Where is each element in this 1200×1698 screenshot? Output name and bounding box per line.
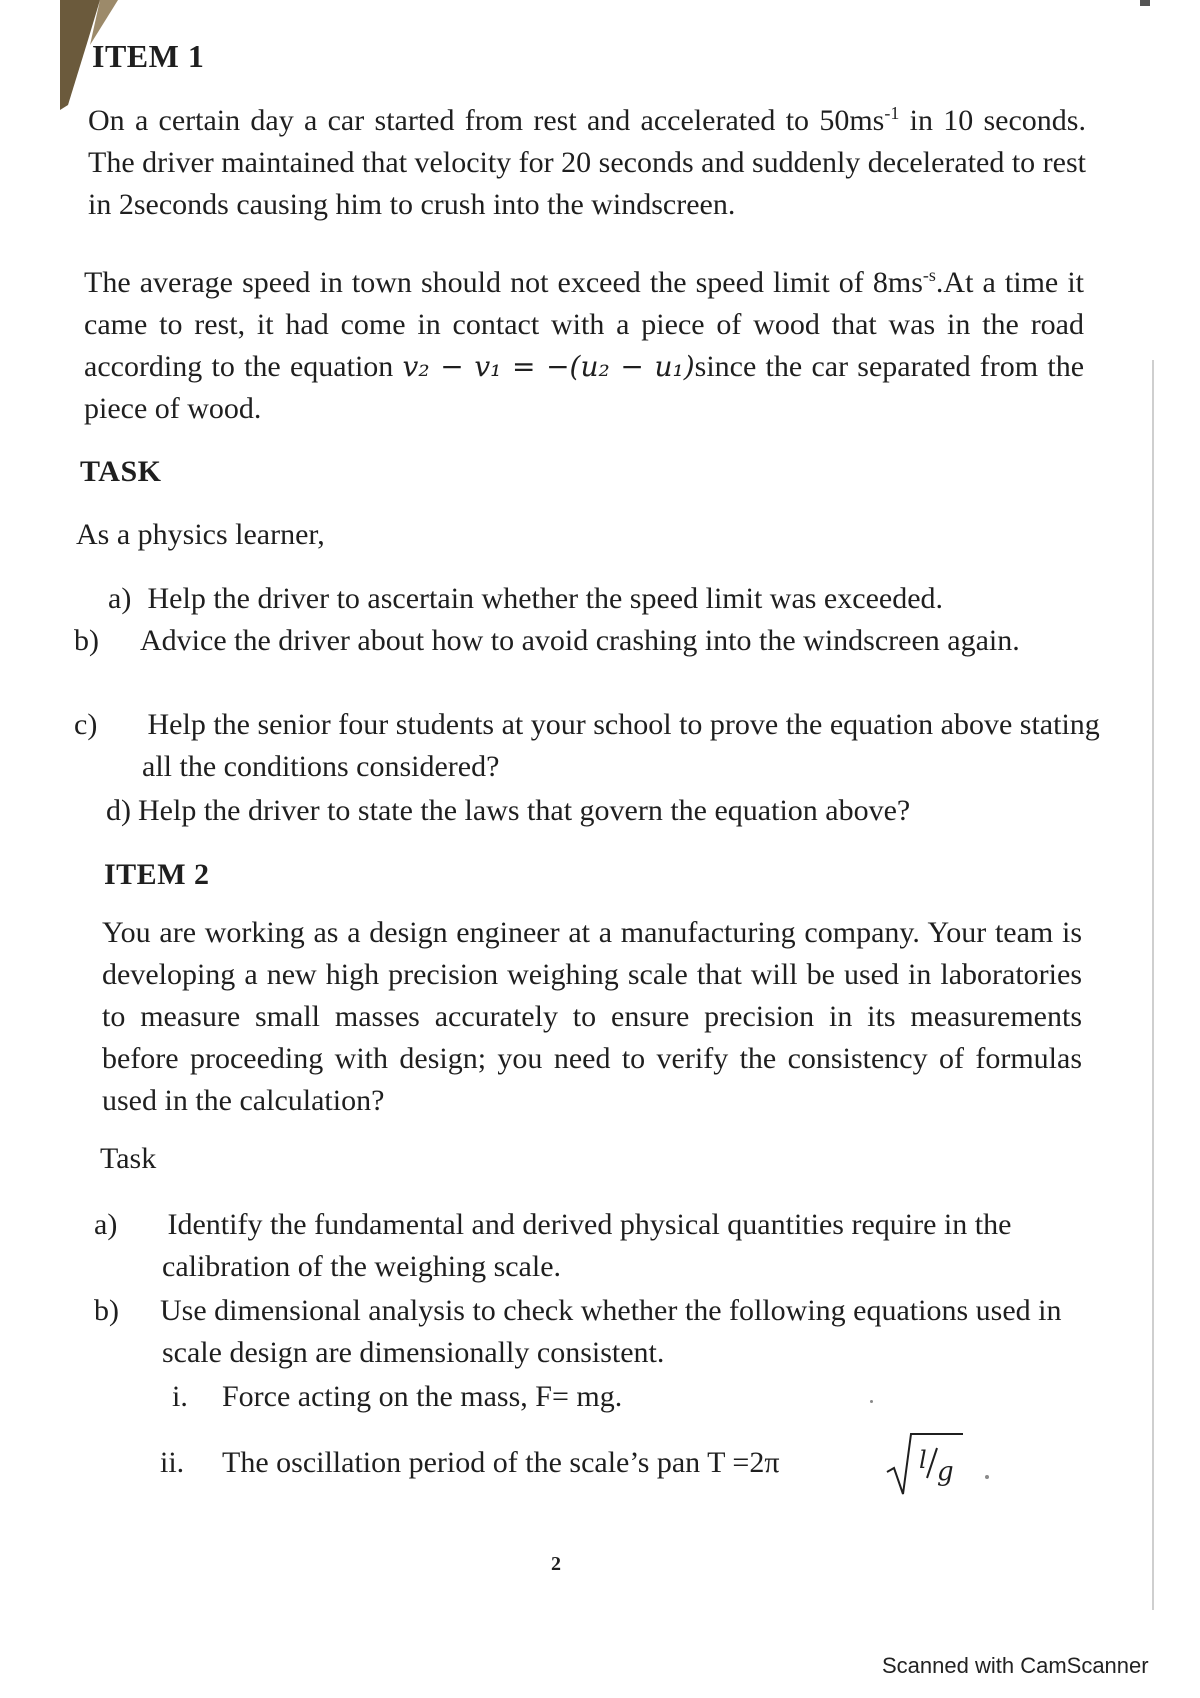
item1-task-d: d) Help the driver to state the laws that govern the equation above? xyxy=(106,794,911,827)
scan-edge-line xyxy=(1152,360,1154,1610)
camscanner-watermark: Scanned with CamScanner xyxy=(882,1653,1149,1678)
item1-task-a: a) Help the driver to ascertain whether the speed limit was exceeded. xyxy=(108,582,944,615)
item1-speed-limit-paragraph: The average speed in town should not exceed the speed limit of $8ms^{-s}.At$ a time it came to rest, it had come in contact with a piece of wood that was in the road according to the equation v₂ − v₁ = −(u₂ − u₁)since the car separated from the piece of wood. xyxy=(84,265,1085,425)
item2-subitem-ii: ii. The oscillation period of the scale’s pan T =2π xyxy=(160,1446,780,1479)
pendulum-root-formula xyxy=(885,1428,965,1498)
item1-heading: ITEM 1 xyxy=(92,38,205,74)
item2-heading: ITEM 2 xyxy=(104,858,210,891)
page-number: 2 xyxy=(551,1553,561,1575)
item2-task-b: b) Use dimensional analysis to check whether the following equations used in scale design are dimensionally consistent. xyxy=(94,1294,1062,1369)
item2-subitem-i: i. Force acting on the mass, F= mg. xyxy=(172,1380,623,1413)
item1-task-c: c) Help the senior four students at your school to prove the equation above stating all the conditions considered? xyxy=(74,708,1100,783)
item1-task-label: TASK xyxy=(80,455,162,488)
item1-scenario-paragraph: On a certain day a car started from rest and accelerated to $50ms^{-1}$ in 10 seconds. The driver maintained that velocity for 20 seconds and suddenly decelerated to rest in 2seconds causing him to crush into the windscreen. xyxy=(88,103,1086,221)
formula-numerator-l: l xyxy=(919,1446,927,1474)
scan-speck xyxy=(985,1475,989,1479)
item2-task-a: a) Identify the fundamental and derived physical quantities require in the calibration of the weighing scale. xyxy=(94,1208,1012,1283)
item2-scenario-paragraph: You are working as a design engineer at a manufacturing company. Your team is developing a new high precision weighing scale that will be used in laboratories to measure small masses accurately to ensure precision in its measurements before proceeding with design; you need to verify the consistency of formulas used in the calculation? xyxy=(102,916,1082,1117)
item1-intro: As a physics learner, xyxy=(76,518,325,551)
momentum-equation: v₂ − v₁ = −(u₂ − u₁) xyxy=(402,350,695,383)
formula-denominator-g: g xyxy=(937,1457,954,1487)
item1-task-b: b) Advice the driver about how to avoid crashing into the windscreen again. xyxy=(74,624,1020,657)
scan-speck xyxy=(870,1400,873,1403)
item2-task-label: Task xyxy=(100,1142,157,1175)
scan-edge-line-top xyxy=(1140,0,1150,6)
